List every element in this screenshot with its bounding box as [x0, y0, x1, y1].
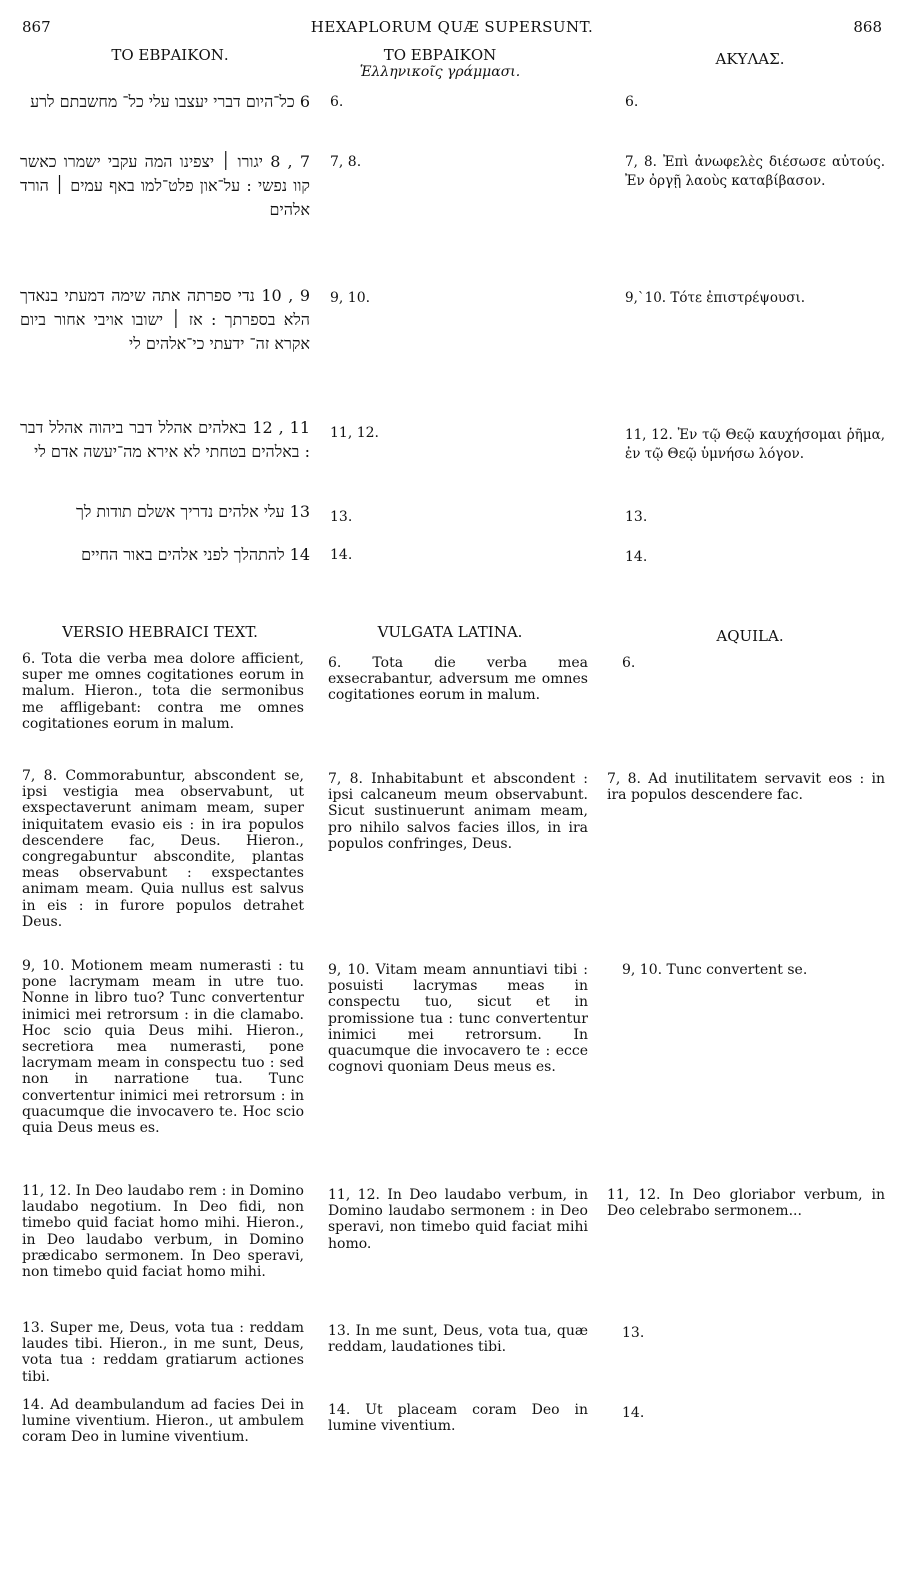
header-hebrew-greek-title: ΤΟ ΕΒΡΑΙΚΟΝ — [383, 46, 497, 64]
aquila-latin-verse-14: 14. — [622, 1405, 645, 1421]
header-vulgata: VULGATA LATINA. — [377, 623, 523, 641]
aquila-latin-verse-11-12: 11, 12. In Deo gloriabor verbum, in Deo celebrabo sermonem... — [607, 1187, 885, 1220]
header-hebrew: ΤΟ ΕΒΡΑΙΚΟΝ. — [111, 46, 229, 64]
transliterated-verse-13: 13. — [330, 509, 353, 525]
vulgata-verse-6: 6. Tota die verba mea exsecrabantur, adversum me omnes cogitationes eorum in malum. — [328, 655, 588, 704]
header-versio: VERSIO HEBRAICI TEXT. — [62, 623, 258, 641]
aquila-greek-verse-14: 14. — [625, 549, 648, 565]
versio-verse-7-8: 7, 8. Commorabuntur, abscondent se, ipsi vestigia mea observabunt, ut exspectaverunt animam meam, super iniquitatem evasio eis : in ira populos descendere fac, Deus. Hieron., congregabuntur abscondite, plantas meas observabunt : exspectantes animam meam. Quia nullus est salvus in eis : in furore populos detrahet Deus. — [22, 768, 304, 930]
vulgata-verse-11-12: 11, 12. In Deo laudabo verbum, in Domino laudabo sermonem : in Deo speravi, non timebo quid faciat mihi homo. — [328, 1187, 588, 1252]
vulgata-verse-13: 13. In me sunt, Deus, vota tua, quæ reddam, laudationes tibi. — [328, 1323, 588, 1356]
versio-verse-9-10: 9, 10. Motionem meam numerasti : tu pone lacrymam meam in utre tuo. Nonne in libro tuo? Tunc convertentur inimici mei retrorsum : in die clamabo. Hoc scio quia Deus mihi. Hieron., secretiora mea numerasti, pone lacrymam meam in conspectu tuo : sed non in narratione tua. Tunc convertentur inimici mei retrorsum : in quacumque die invocavero te. Hoc scio quia Deus meus es. — [22, 958, 304, 1137]
transliterated-verse-7-8: 7, 8. — [330, 154, 362, 170]
transliterated-verse-14: 14. — [330, 547, 353, 563]
transliterated-verse-9-10: 9, 10. — [330, 290, 371, 306]
header-hebrew-greek — [325, 46, 555, 80]
aquila-latin-verse-6: 6. — [622, 655, 636, 671]
versio-verse-6: 6. Tota die verba mea dolore afficient, super me omnes cogitationes eorum in malum. Hieron., tota die sermonibus me affligebant: contra me omnes cogitationes eorum in malum. — [22, 651, 304, 732]
aquila-latin-verse-9-10: 9, 10. Tunc convertent se. — [622, 962, 808, 978]
aquila-latin-verse-13: 13. — [622, 1325, 645, 1341]
hebrew-verse-9-10: 9 , 10 נדי ספרתה אתה שימה דמעתי בנאדך הלא בספרתך : אז ׀ ישובו אויבי אחור ביום אקרא זה־ ידעתי כי־אלהים לי — [20, 286, 310, 353]
header-aquila-greek: ΑΚΥΛΑΣ. — [715, 50, 785, 68]
versio-verse-13: 13. Super me, Deus, vota tua : reddam laudes tibi. Hieron., in me sunt, Deus, vota tua : reddam gratiarum actiones tibi. — [22, 1320, 304, 1385]
aquila-latin-verse-7-8: 7, 8. Ad inutilitatem servavit eos : in ira populos descendere fac. — [607, 771, 885, 804]
aquila-greek-verse-7-8: 7, 8. Ἐπὶ ἀνωφελὲς διέσωσε αὐτούς. Ἐν ὀργῇ λαοὺς καταβίβασον. — [625, 154, 885, 189]
transliterated-verse-11-12: 11, 12. — [330, 425, 379, 441]
aquila-greek-verse-6: 6. — [625, 94, 639, 110]
vulgata-verse-9-10: 9, 10. Vitam meam annuntiavi tibi : posuisti lacrymas meas in conspectu tuo, sicut et in promissione tua : tunc convertentur inimici mei retrorsum. In quacumque die invocavero te : ecce cognovi quoniam Deus meus es. — [328, 962, 588, 1076]
hebrew-verse-7-8: 7 , 8 יגורו ׀ יצפינו המה עקבי ישמרו כאשר קוו נפשי : על־און פלט־למו באף עמים ׀ הורד אלהים — [20, 152, 310, 219]
versio-verse-11-12: 11, 12. In Deo laudabo rem : in Domino laudabo negotium. In Deo fidi, non timebo quid faciat homo mihi. Hieron., in Deo laudabo verbum, in Domino prædicabo sermonem. In Deo speravi, non timebo quid faciat homo mihi. — [22, 1183, 304, 1281]
page-number-right: 868 — [853, 18, 882, 36]
hebrew-verse-6: 6 כל־היום דברי יעצבו עלי כל־ מחשבתם לרע — [30, 92, 310, 111]
hebrew-verse-14: 14 להתהלך לפני אלהים באור החיים — [81, 545, 310, 564]
hebrew-verse-13: 13 עלי אלהים נדריך אשלם תודות לך — [75, 502, 310, 521]
page-number-left: 867 — [22, 18, 51, 36]
header-aquila-latin: AQUILA. — [716, 627, 784, 645]
aquila-greek-verse-11-12: 11, 12. Ἐν τῷ Θεῷ καυχήσομαι ῥῆμα, ἐν τῷ Θεῷ ὑμνήσω λόγον. — [625, 427, 885, 462]
vulgata-verse-14: 14. Ut placeam coram Deo in lumine viventium. — [328, 1402, 588, 1435]
hebrew-verse-11-12: 11 , 12 באלהים אהלל דבר ביהוה אהלל דבר : באלהים בטחתי לא אירא מה־יעשה אדם לי — [20, 418, 310, 461]
versio-verse-14: 14. Ad deambulandum ad facies Dei in lumine viventium. Hieron., ut ambulem coram Deo in lumine viventium. — [22, 1397, 304, 1446]
transliterated-verse-6: 6. — [330, 94, 344, 110]
aquila-greek-verse-9-10: 9,`10. Τότε ἐπιστρέψουσι. — [625, 290, 806, 306]
aquila-greek-verse-13: 13. — [625, 509, 648, 525]
header-hebrew-greek-subtitle: Ἑλληνικοῖς γράμμασι. — [359, 64, 521, 80]
running-header — [22, 18, 882, 40]
running-title: HEXAPLORUM QUÆ SUPERSUNT. — [310, 18, 594, 36]
vulgata-verse-7-8: 7, 8. Inhabitabunt et abscondent : ipsi calcaneum meum observabunt. Sicut sustinuerunt animam meam, pro nihilo salvos facies illos, in ira populos confringes, Deus. — [328, 771, 588, 852]
